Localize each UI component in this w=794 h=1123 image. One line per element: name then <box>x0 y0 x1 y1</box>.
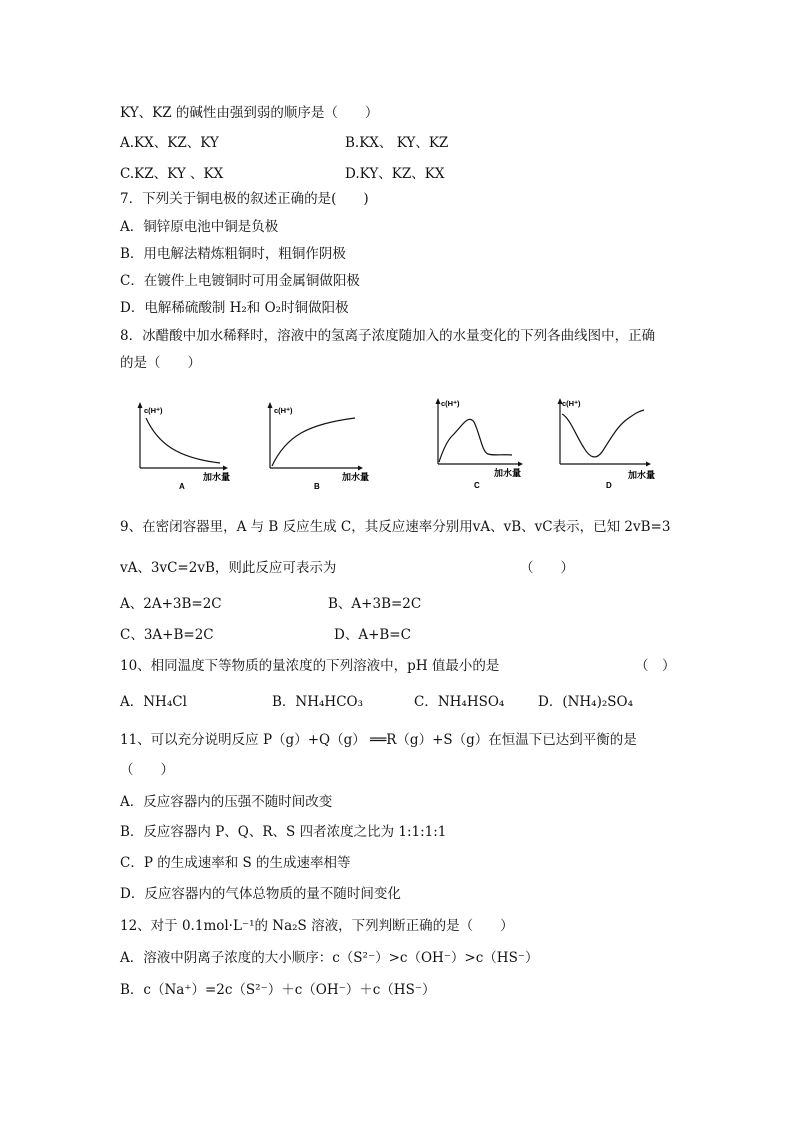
q11-option-a: A．反应容器内的压强不随时间改变 <box>120 794 333 810</box>
graph-c-xlabel: 加水量 <box>494 468 522 478</box>
graph-c-letter: C <box>474 481 480 490</box>
graph-c-ylabel: c(H⁺) <box>441 399 460 408</box>
q11-option-c: C．P 的生成速率和 S 的生成速率相等 <box>120 855 351 871</box>
q8-stem-line2: 的是（ ） <box>120 355 201 371</box>
q12-stem: 12、对于 0.1mol·L⁻¹的 Na₂S 溶液，下列判断正确的是（ ） <box>120 918 514 934</box>
graph-d <box>548 392 666 492</box>
q12-option-b: B．c（Na⁺）=2c（S²⁻）＋c（OH⁻）＋c（HS⁻） <box>120 982 436 998</box>
q7-option-b: B．用电解法精炼粗铜时，粗铜作阴极 <box>120 246 346 262</box>
graph-a <box>128 396 238 492</box>
graph-c <box>428 392 538 492</box>
graph-b-ylabel: c(H⁺) <box>274 406 293 415</box>
q11-answer-paren: （ ） <box>120 762 174 778</box>
graph-b <box>258 396 376 492</box>
graph-a-curve <box>146 418 220 463</box>
q9-option-d: D、A+B=C <box>334 627 411 643</box>
q6-option-b: B.KX、 KY、KZ <box>345 135 449 151</box>
graph-b-letter: B <box>314 482 320 491</box>
q7-option-c: C．在镀件上电镀铜时可用金属铜做阳极 <box>120 273 360 289</box>
graph-d-xlabel: 加水量 <box>628 470 656 480</box>
q9-stem-line1: 9、在密闭容器里，A 与 B 反应生成 C，其反应速率分别用vA、vB、vC表示，已知 2vB=3 <box>120 519 671 535</box>
q6-option-d: D.KY、KZ、KX <box>345 166 445 182</box>
graph-b-xlabel: 加水量 <box>342 472 370 482</box>
q10-option-c: C．NH₄HSO₄ <box>414 694 505 710</box>
q6-option-a: A.KX、KZ、KY <box>120 135 219 151</box>
q7-option-d: D．电解稀硫酸制 H₂和 O₂时铜做阳极 <box>120 300 349 316</box>
q10-answer-paren: （ ） <box>635 658 676 674</box>
q9-option-b: B、A+3B=2C <box>328 596 422 612</box>
graph-d-letter: D <box>606 481 612 490</box>
q9-answer-paren: （ ） <box>520 560 574 576</box>
q7-option-a: A．铜锌原电池中铜是负极 <box>120 219 279 235</box>
q11-stem: 11、可以充分说明反应 P（g）+Q（g） ══R（g）+S（g）在恒温下已达到平衡的是 <box>120 732 637 748</box>
q12-option-a: A．溶液中阴离子浓度的大小顺序：c（S²⁻）>c（OH⁻）>c（HS⁻） <box>120 950 539 966</box>
q8-stem-line1: 8．冰醋酸中加水稀释时，溶液中的氢离子浓度随加入的水量变化的下列各曲线图中，正确 <box>120 328 656 344</box>
q10-option-b: B．NH₄HCO₃ <box>272 694 363 710</box>
graph-a-letter: A <box>179 482 185 491</box>
graph-c-curve <box>439 419 512 462</box>
q9-stem-line2: vA、3vC=2vB，则此反应可表示为 <box>120 560 337 576</box>
q11-option-b: B．反应容器内 P、Q、R、S 四者浓度之比为 1:1:1:1 <box>120 824 447 840</box>
q7-stem: 7．下列关于铜电极的叙述正确的是( ) <box>120 191 369 207</box>
q10-option-d: D．(NH₄)₂SO₄ <box>538 694 633 710</box>
q6-stem-tail: KY、KZ 的碱性由强到弱的顺序是（ ） <box>120 105 379 121</box>
q6-option-c: C.KZ、KY 、KX <box>120 166 224 182</box>
q9-option-a: A、2A+3B=2C <box>120 596 222 612</box>
graph-d-curve <box>562 410 644 457</box>
graph-a-xlabel: 加水量 <box>203 472 231 482</box>
graph-d-ylabel: c(H⁺) <box>562 399 581 408</box>
q10-stem: 10、相同温度下等物质的量浓度的下列溶液中，pH 值最小的是 <box>120 658 500 674</box>
graph-b-curve <box>272 418 355 466</box>
q11-option-d: D．反应容器内的气体总物质的量不随时间变化 <box>120 886 401 902</box>
graph-a-ylabel: c(H⁺) <box>144 406 163 415</box>
q9-option-c: C、3A+B=2C <box>120 627 214 643</box>
q10-option-a: A．NH₄Cl <box>120 694 187 710</box>
